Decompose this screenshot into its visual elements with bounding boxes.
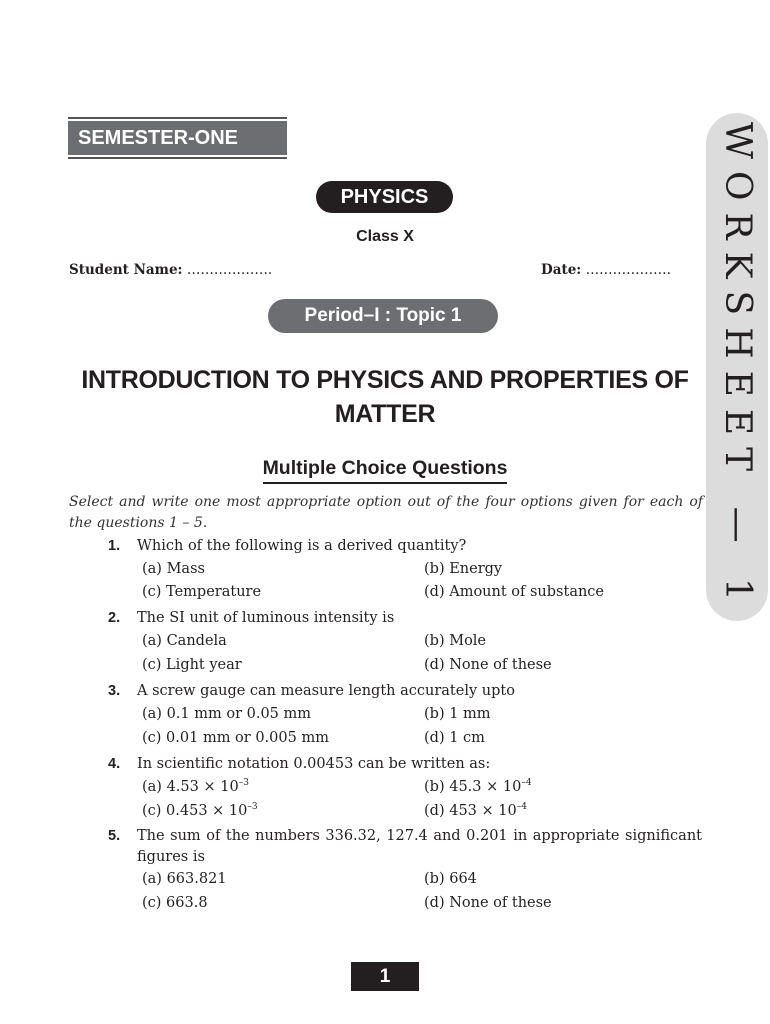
student-name-blank: ………………. bbox=[186, 262, 273, 278]
option-label: (c) bbox=[142, 730, 162, 746]
section-heading bbox=[0, 457, 770, 480]
question-5 bbox=[108, 826, 702, 868]
page-title: INTRODUCTION TO PHYSICS AND PROPERTIES OF MATTER bbox=[81, 366, 689, 428]
option-text: None of these bbox=[449, 657, 552, 673]
option-3b bbox=[424, 706, 491, 722]
option-label: (b) bbox=[424, 871, 445, 887]
option-text: Mole bbox=[449, 633, 487, 649]
worksheet-side-label bbox=[706, 113, 768, 621]
option-text: 663.821 bbox=[166, 871, 227, 887]
question-number: 4. bbox=[108, 756, 121, 772]
option-1c bbox=[142, 584, 261, 600]
option-3d bbox=[424, 730, 485, 746]
option-4c bbox=[142, 802, 258, 819]
question-number: 1. bbox=[108, 538, 121, 554]
question-number: 5. bbox=[108, 828, 121, 844]
option-label: (a) bbox=[142, 561, 162, 577]
option-exponent: –4 bbox=[521, 778, 532, 788]
question-2 bbox=[108, 608, 702, 629]
option-4a bbox=[142, 778, 249, 795]
option-2d bbox=[424, 657, 552, 673]
option-label: (d) bbox=[424, 584, 445, 600]
option-4b bbox=[424, 778, 532, 795]
option-4d bbox=[424, 802, 527, 819]
page-number: 1 bbox=[351, 962, 419, 991]
option-label: (d) bbox=[424, 657, 445, 673]
option-text: 453 × 10 bbox=[449, 802, 517, 819]
semester-banner bbox=[68, 117, 287, 159]
question-text: In scientific notation 0.00453 can be written as: bbox=[137, 756, 491, 772]
question-1 bbox=[108, 536, 702, 557]
class-label: Class X bbox=[356, 228, 414, 245]
option-text: 4.53 × 10 bbox=[166, 778, 239, 795]
option-1d bbox=[424, 584, 604, 600]
question-number: 3. bbox=[108, 683, 121, 699]
option-label: (a) bbox=[142, 778, 162, 795]
option-text: 664 bbox=[449, 871, 477, 887]
option-text: Energy bbox=[449, 561, 503, 577]
date-blank: ………………. bbox=[585, 262, 671, 278]
option-2b bbox=[424, 633, 486, 649]
option-text: Light year bbox=[166, 657, 242, 673]
question-3 bbox=[108, 681, 702, 702]
option-label: (c) bbox=[142, 657, 162, 673]
option-5a bbox=[142, 871, 227, 887]
option-text: 0.453 × 10 bbox=[166, 802, 248, 819]
question-text: Which of the following is a derived quantity? bbox=[137, 538, 467, 554]
option-label: (b) bbox=[424, 706, 445, 722]
option-label: (d) bbox=[424, 730, 445, 746]
option-text: 0.1 mm or 0.05 mm bbox=[166, 706, 312, 722]
semester-label: SEMESTER-ONE bbox=[68, 121, 287, 155]
option-label: (d) bbox=[424, 895, 445, 911]
section-heading-text: Multiple Choice Questions bbox=[263, 457, 508, 484]
option-5d bbox=[424, 895, 552, 911]
option-2a bbox=[142, 633, 227, 649]
option-label: (c) bbox=[142, 802, 162, 819]
subject-badge: PHYSICS bbox=[316, 181, 453, 213]
student-name-field bbox=[69, 262, 272, 278]
option-exponent: –3 bbox=[247, 802, 258, 812]
option-text: None of these bbox=[449, 895, 552, 911]
date-field bbox=[541, 262, 671, 278]
period-badge: Period–I : Topic 1 bbox=[268, 299, 498, 333]
option-label: (b) bbox=[424, 561, 445, 577]
option-text: Candela bbox=[166, 633, 227, 649]
option-label: (a) bbox=[142, 871, 162, 887]
option-text: 0.01 mm or 0.005 mm bbox=[166, 730, 329, 746]
option-label: (b) bbox=[424, 633, 445, 649]
option-label: (d) bbox=[424, 802, 445, 819]
option-1a bbox=[142, 561, 205, 577]
option-label: (a) bbox=[142, 633, 162, 649]
option-2c bbox=[142, 657, 242, 673]
question-text: A screw gauge can measure length accurately upto bbox=[137, 683, 515, 699]
option-exponent: –3 bbox=[238, 778, 249, 788]
instructions: Select and write one most appropriate option out of the four options given for each of the questions 1 – 5. bbox=[69, 494, 703, 531]
option-label: (b) bbox=[424, 778, 445, 795]
option-exponent: –4 bbox=[516, 802, 527, 812]
option-text: 1 cm bbox=[449, 730, 485, 746]
option-text: Temperature bbox=[166, 584, 262, 600]
option-1b bbox=[424, 561, 502, 577]
option-text: Amount of substance bbox=[449, 584, 605, 600]
date-label: Date: bbox=[541, 262, 582, 278]
student-name-label: Student Name: bbox=[69, 262, 183, 278]
option-text: 663.8 bbox=[166, 895, 208, 911]
option-5c bbox=[142, 895, 208, 911]
option-5b bbox=[424, 871, 477, 887]
question-number: 2. bbox=[108, 610, 121, 626]
option-text: 45.3 × 10 bbox=[449, 778, 522, 795]
option-3c bbox=[142, 730, 329, 746]
question-text: The sum of the numbers 336.32, 127.4 and 0.201 in appropriate significant figures is bbox=[137, 828, 702, 865]
option-text: Mass bbox=[166, 561, 205, 577]
option-3a bbox=[142, 706, 311, 722]
option-label: (c) bbox=[142, 895, 162, 911]
option-label: (a) bbox=[142, 706, 162, 722]
option-text: 1 mm bbox=[449, 706, 491, 722]
question-text: The SI unit of luminous intensity is bbox=[137, 610, 395, 626]
question-4 bbox=[108, 754, 702, 775]
worksheet-side-text: WORKSHEET — 1 bbox=[716, 121, 758, 613]
option-label: (c) bbox=[142, 584, 162, 600]
